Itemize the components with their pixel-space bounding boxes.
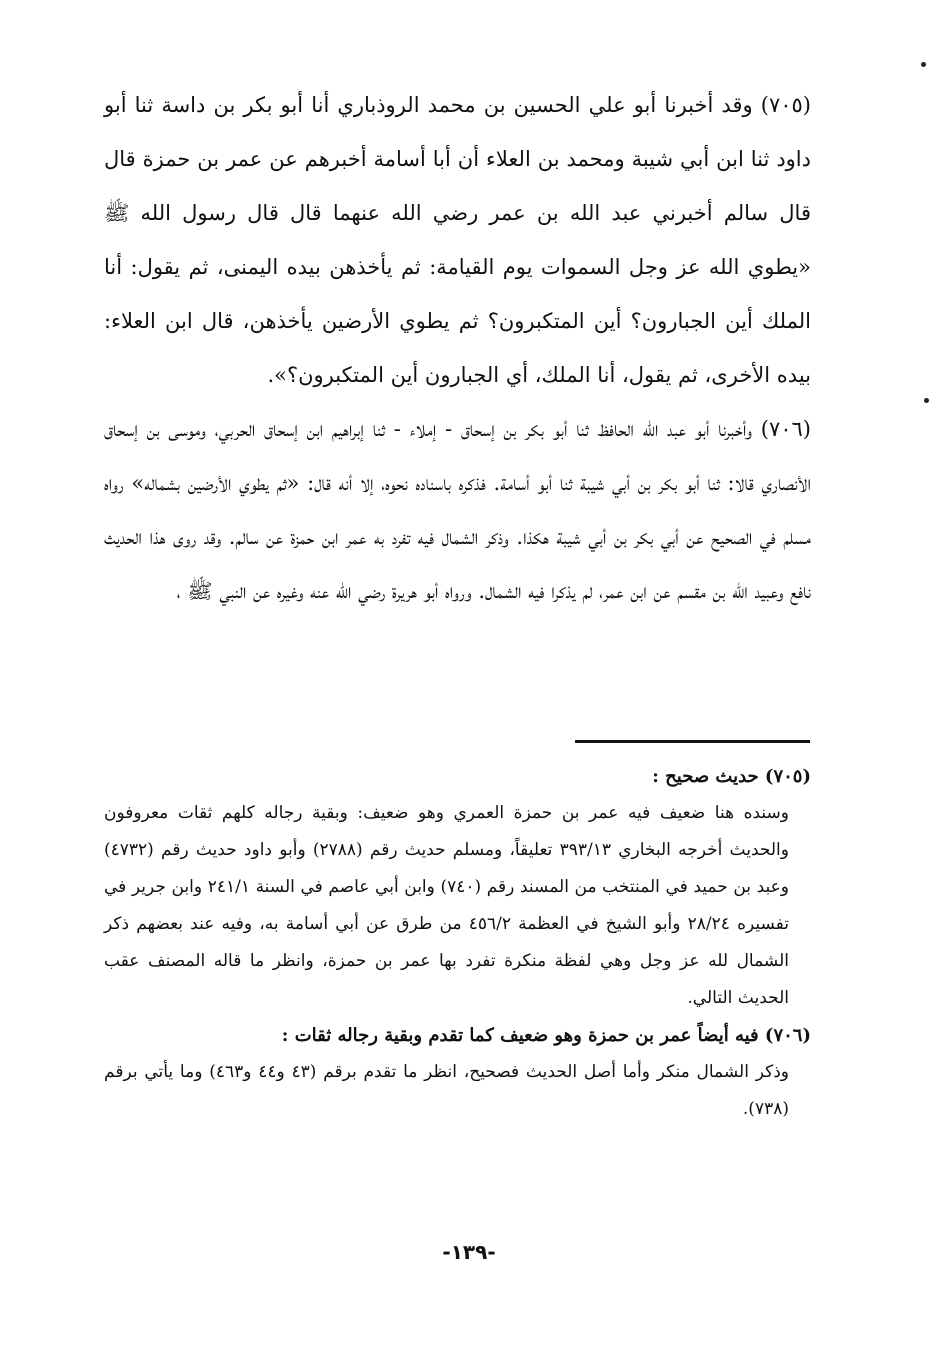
footnote-705-heading: (٧٠٥) حديث صحيح :: [652, 766, 811, 787]
footnote-divider: [575, 740, 810, 743]
page-number: -١٣٩-: [442, 1240, 496, 1264]
hadith-705-paragraph: (٧٠٥) وقد أخبرنا أبو علي الحسين بن محمد الروذباري أنا أبو بكر بن داسة ثنا أبو داود ثنا ابن أبي شيبة ومحمد بن العلاء أن أبا أسامة أخبرهم عن عمر بن حمزة قال قال سالم أخبرني عبد الله بن عمر رضي الله عنهما قال قال رسول الله ﷺ «يطوي الله عز وجل السموات يوم القيامة: ثم يأخذهن بيده اليمنى، ثم يقول: أنا الملك أين الجبارون؟ أين المتكبرون؟ ثم يطوي الأرضين يأخذهن، قال ابن العلاء: بيده الأخرى، ثم يقول، أنا الملك، أي الجبارون أين المتكبرون؟».: [104, 93, 811, 387]
footnote-706-heading: (٧٠٦) فيه أيضاً عمر بن حمزة وهو ضعيف كما تقدم وبقية رجاله ثقات :: [281, 1025, 811, 1046]
scan-speck: [921, 62, 926, 67]
footnote-706-body: وذكر الشمال منكر وأما أصل الحديث فصحيح، انظر ما تقدم برقم (٤٣ و٤٤ و٤٦٣) وما يأتي برقم (٧٣٨).: [104, 1062, 789, 1119]
footnotes-section: [104, 758, 811, 1128]
scan-speck: [924, 398, 929, 403]
hadith-706-paragraph: (٧٠٦) وأخبرنا أبو عبد الله الحافظ ثنا أبو بكر بن إسحاق - إملاء - ثنا إبراهيم ابن إسحاق الحربي، وموسى بن إسحاق الأنصاري قالا: ثنا أبو بكر بن أبي شيبة ثنا أبو أسامة. فذكره باسناده نحوه، إلا أنه قال: «ثم يطوي الأرضين بشماله» رواه مسلم في الصحيح عن أبي بكر بن أبي شيبة هكذا. وذكر الشمال فيه تفرد به عمر ابن حمزة عن سالم. وقد روى هذا الحديث نافع وعبيد الله بن مقسم عن ابن عمر، لم يذكرا فيه الشمال. ورواه أبو هريرة رضي الله عنه وغيره عن النبي ﷺ ،: [104, 417, 811, 603]
main-text: [104, 78, 811, 618]
footnote-705-body: وسنده هنا ضعيف فيه عمر بن حمزة العمري وهو ضعيف: وبقية رجاله كلهم ثقات معروفون والحديث أخرجه البخاري ٣٩٣/١٣ تعليقاً، ومسلم حديث رقم (٢٧٨٨) وأبو داود حديث رقم (٤٧٣٢) وعبد بن حميد في المنتخب من المسند رقم (٧٤٠) وابن أبي عاصم في السنة ٢٤١/١ وابن جرير في تفسيره ٢٨/٢٤ وأبو الشيخ في العظمة ٤٥٦/٢ من طرق عن أبي أسامة به، وفيه عند بعضهم ذكر الشمال لله عز وجل وهي لفظة منكرة تفرد بها عمر بن حمزة، وانظر ما قاله المصنف عقب الحديث التالي.: [104, 803, 789, 1008]
